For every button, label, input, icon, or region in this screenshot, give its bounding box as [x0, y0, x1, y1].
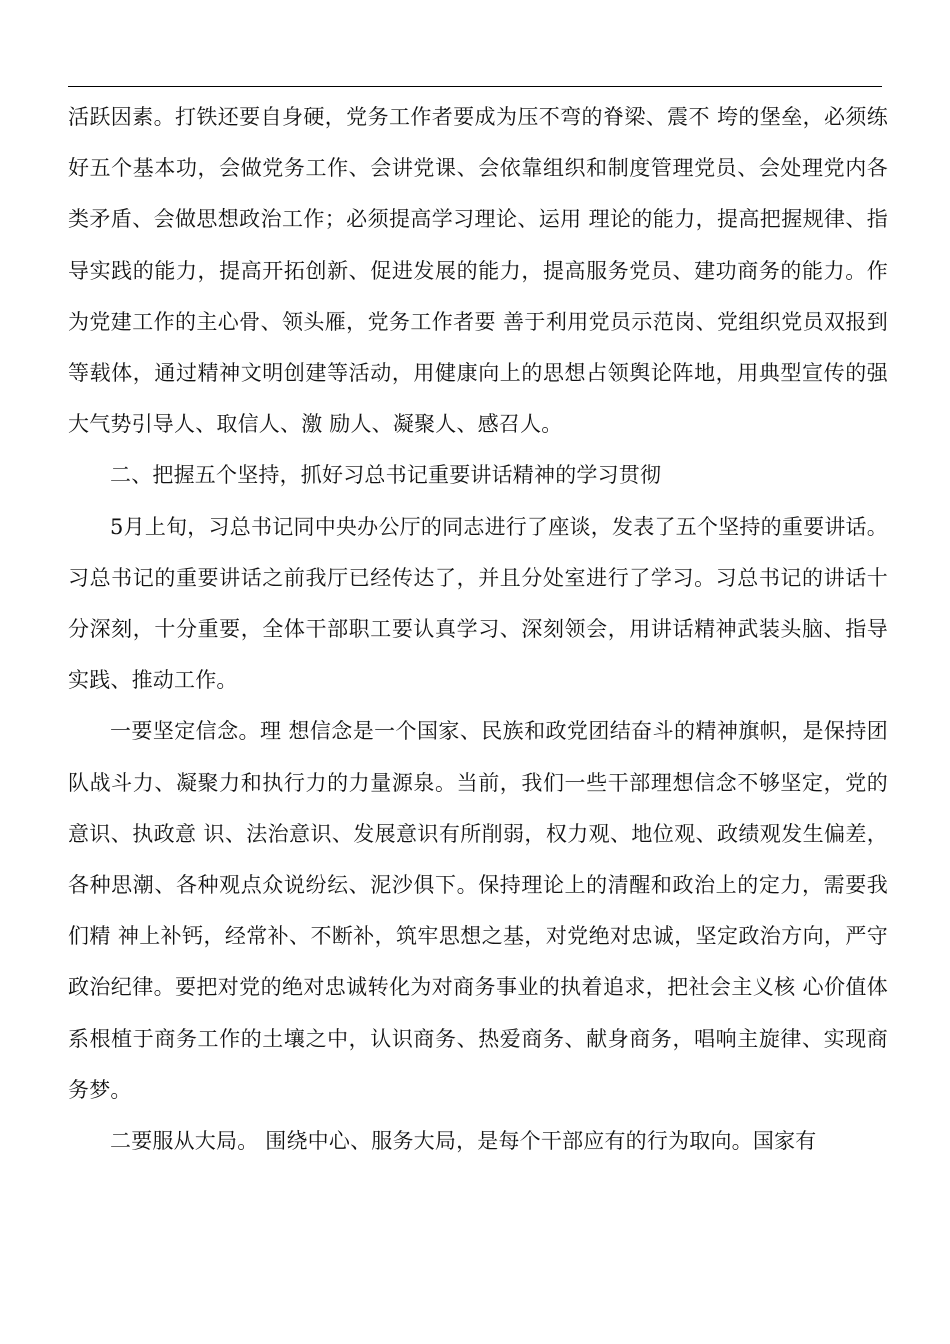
paragraph-continuation: 活跃因素。打铁还要自身硬，党务工作者要成为压不弯的脊梁、震不 垮的堡垒，必须练好五个基本功，会做党务工作、会讲党课、会依靠组织和制度管理党员、会处理党内各类矛盾、会做思想政治工作；必须提高学习理论、运用 理论的能力，提高把握规律、指导实践的能力，提高开拓创新、促进发展的能力，提高服务党员、建功商务的能力。作为党建工作的主心骨、领头雁，党务工作者要 善于利用党员示范岗、党组织党员双报到等载体，通过精神文明创建等活动，用健康向上的思想占领舆论阵地，用典型宣传的强大气势引导人、取信人、激 励人、凝聚人、感召人。 [68, 105, 888, 437]
paragraph-overall: 二要服从大局。 围绕中心、服务大局，是每个干部应有的行为取向。国家有 [110, 1129, 817, 1154]
section-heading: 二、把握五个坚持，抓好习总书记重要讲话精神的学习贯彻 [110, 463, 662, 488]
paragraph-belief: 一要坚定信念。理 想信念是一个国家、民族和政党团结奋斗的精神旗帜，是保持团队战斗力、凝聚力和执行力的力量源泉。当前，我们一些干部理想信念不够坚定，党的意识、执政意 识、法治意识、发展意识有所削弱，权力观、地位观、政绩观发生偏差，各种思潮、各种观点众说纷纭、泥沙俱下。保持理论上的清醒和政治上的定力，需要我们精 神上补钙，经常补、不断补，筑牢思想之基，对党绝对忠诚，坚定政治方向，严守政治纪律。要把对党的绝对忠诚转化为对商务事业的执着追求，把社会主义核 心价值体系根植于商务工作的土壤之中，认识商务、热爱商务、献身商务，唱响主旋律、实现商务梦。 [68, 719, 888, 1102]
paragraph-speech: 5月上旬，习总书记同中央办公厅的同志进行了座谈，发表了五个坚持的重要讲话。习总书记的重要讲话之前我厅已经传达了，并且分处室进行了学习。习总书记的讲话十分深刻，十分重要，全体干部职工要认真学习、深刻领会，用讲话精神武装头脑、指导实践、推动工作。 [68, 514, 888, 693]
document-body [68, 92, 888, 1167]
header-rule [68, 86, 882, 87]
